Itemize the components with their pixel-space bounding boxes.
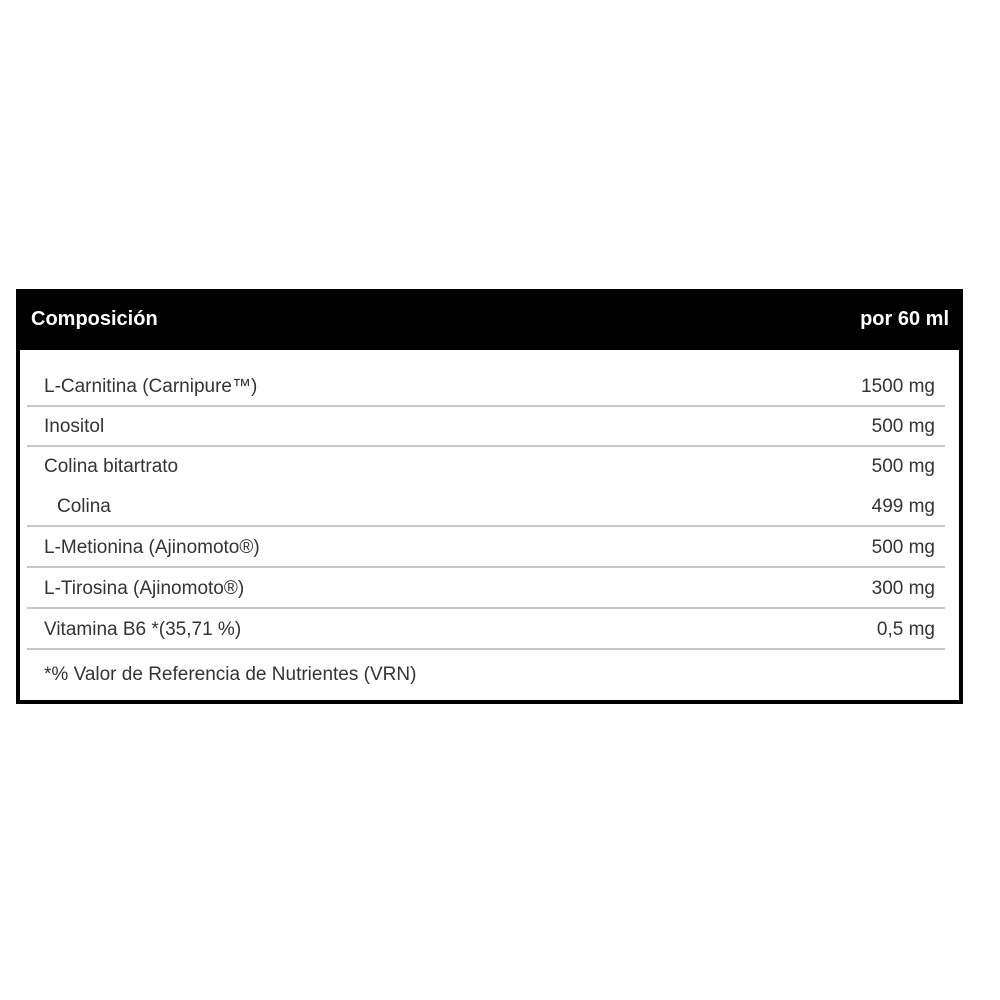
row-label: Colina bbox=[57, 496, 111, 517]
row-value: 0,5 mg bbox=[876, 618, 935, 640]
row-label: L-Metionina (Ajinomoto®) bbox=[44, 536, 260, 558]
table-row bbox=[20, 407, 959, 447]
table-row bbox=[20, 350, 959, 407]
table-row bbox=[20, 568, 959, 609]
row-label: L-Tirosina (Ajinomoto®) bbox=[44, 577, 245, 599]
row-label: Colina bitartrato bbox=[44, 456, 179, 477]
row-label: L-Carnitina (Carnipure™) bbox=[44, 375, 258, 397]
row-value: 500 mg bbox=[871, 416, 935, 437]
composition-table bbox=[16, 289, 963, 704]
serving-size-label: por 60 ml bbox=[860, 308, 949, 330]
table-row bbox=[20, 447, 959, 487]
row-value: 300 mg bbox=[871, 577, 935, 599]
table-row bbox=[20, 487, 959, 527]
table-title: Composición bbox=[31, 308, 158, 330]
row-value: 500 mg bbox=[871, 536, 935, 558]
table-row bbox=[20, 609, 959, 650]
row-value: 500 mg bbox=[871, 456, 935, 477]
table-row bbox=[20, 527, 959, 568]
footnote: *% Valor de Referencia de Nutrientes (VRN) bbox=[44, 664, 417, 685]
row-value: 1500 mg bbox=[861, 375, 935, 397]
row-label: Inositol bbox=[44, 416, 105, 437]
row-label: Vitamina B6 *(35,71 %) bbox=[44, 618, 242, 640]
row-value: 499 mg bbox=[871, 496, 935, 517]
table-header bbox=[16, 289, 963, 350]
table-row bbox=[20, 650, 959, 700]
